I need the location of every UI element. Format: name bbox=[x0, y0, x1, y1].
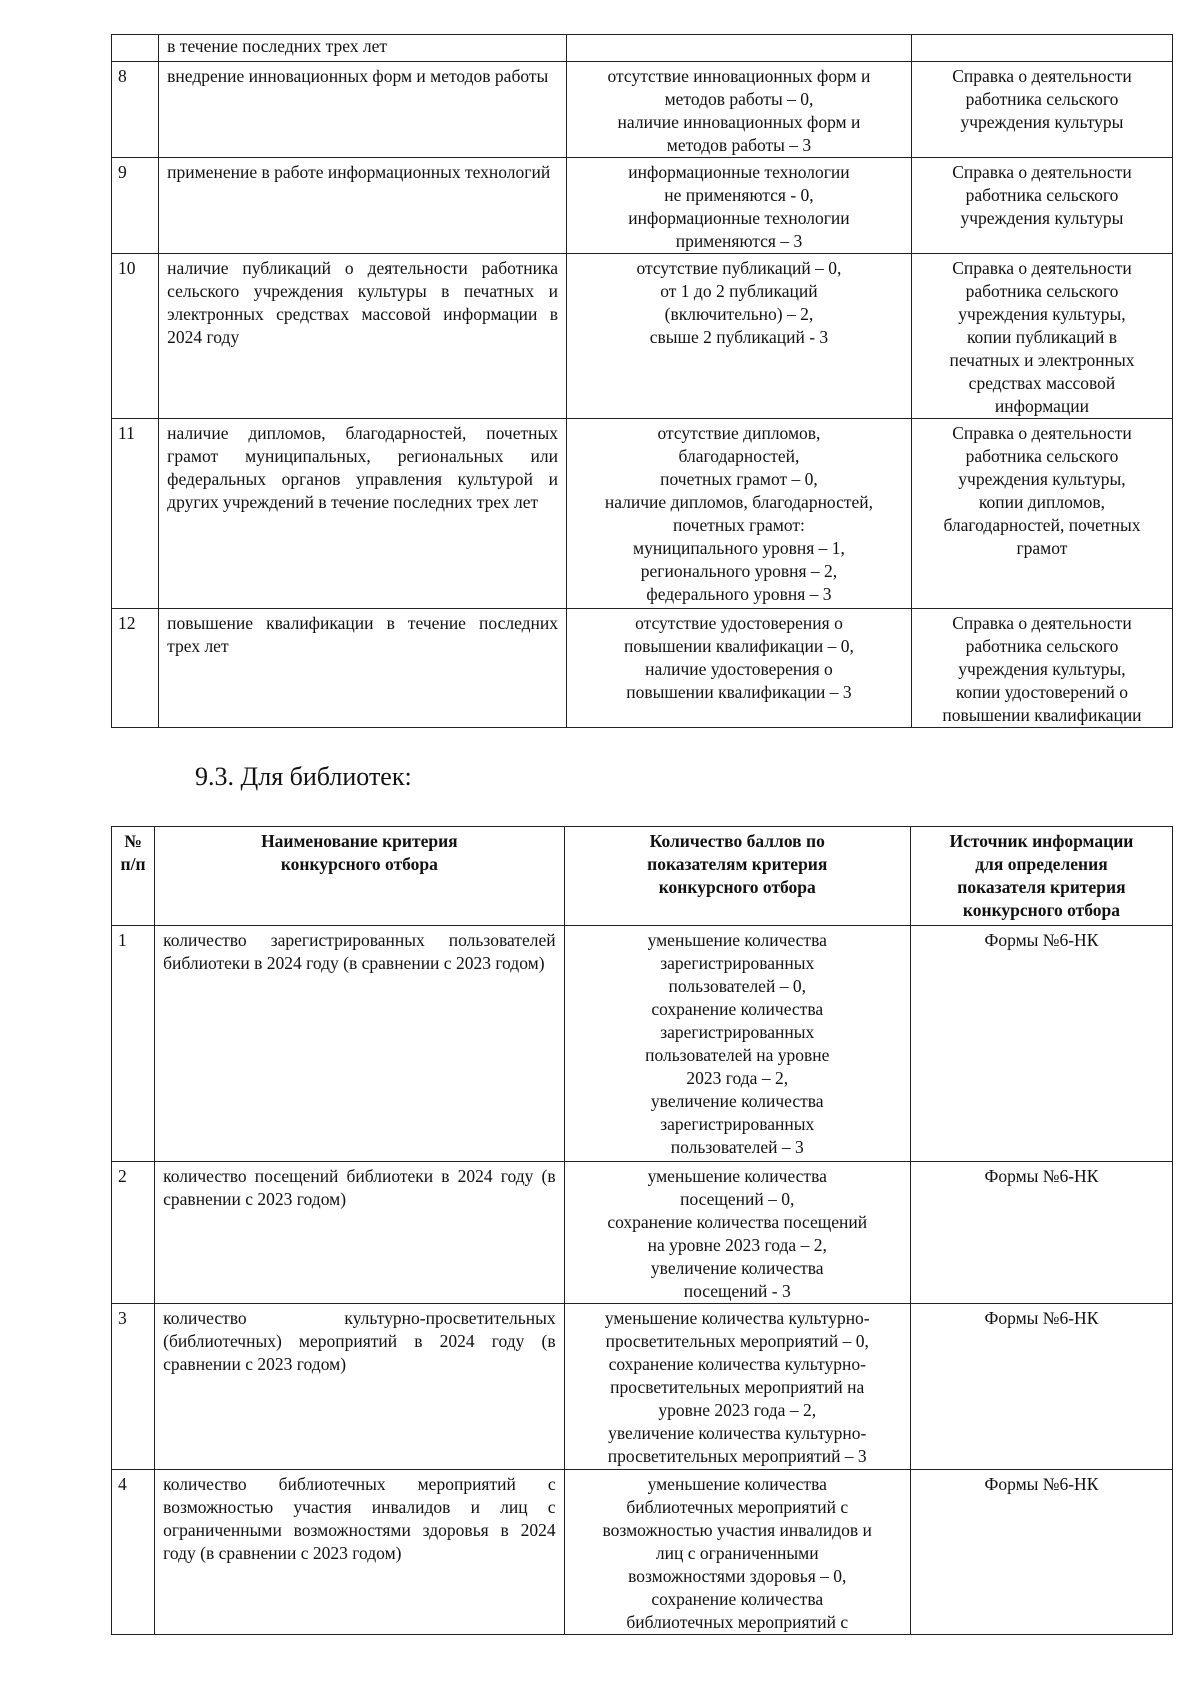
row-number bbox=[112, 35, 159, 62]
information-source: Справка о деятельности работника сельского учреждения культуры, копии дипломов, благодарностей, почетных грамот bbox=[911, 419, 1172, 609]
information-source: Справка о деятельности работника сельского учреждения культуры, копии удостоверений о повышении квалификации bbox=[911, 609, 1172, 728]
table-row bbox=[112, 35, 1173, 62]
information-source: Формы №6-НК bbox=[910, 926, 1172, 1162]
table-header-row bbox=[112, 827, 1173, 926]
table-row bbox=[112, 1470, 1173, 1635]
information-source: Справка о деятельности работника сельского учреждения культуры bbox=[911, 62, 1172, 158]
information-source bbox=[911, 35, 1172, 62]
criterion-name: внедрение инновационных форм и методов работы bbox=[159, 62, 567, 158]
row-number: 1 bbox=[112, 926, 155, 1162]
table-row bbox=[112, 62, 1173, 158]
criterion-name: наличие дипломов, благодарностей, почетных грамот муниципальных, региональных или федеральных органов управления культурой и других учреждений в течение последних трех лет bbox=[159, 419, 567, 609]
information-source: Справка о деятельности работника сельского учреждения культуры bbox=[911, 158, 1172, 254]
criterion-name: наличие публикаций о деятельности работника сельского учреждения культуры в печатных и электронных средствах массовой информации в 2024 году bbox=[159, 254, 567, 419]
criterion-name: количество посещений библиотеки в 2024 году (в сравнении с 2023 годом) bbox=[155, 1162, 564, 1304]
header-number: № п/п bbox=[112, 827, 155, 926]
information-source: Формы №6-НК bbox=[910, 1162, 1172, 1304]
criterion-name: применение в работе информационных технологий bbox=[159, 158, 567, 254]
header-criterion: Наименование критерия конкурсного отбора bbox=[155, 827, 564, 926]
row-number: 3 bbox=[112, 1304, 155, 1470]
points-description: уменьшение количества посещений – 0, сохранение количества посещений на уровне 2023 года – 2, увеличение количества посещений - 3 bbox=[564, 1162, 910, 1304]
points-description: отсутствие дипломов, благодарностей, почетных грамот – 0, наличие дипломов, благодарностей, почетных грамот: муниципального уровня – 1, регионального уровня – 2, федерального уровня – 3 bbox=[567, 419, 912, 609]
row-number: 12 bbox=[112, 609, 159, 728]
row-number: 8 bbox=[112, 62, 159, 158]
table-row bbox=[112, 609, 1173, 728]
points-description: уменьшение количества библиотечных мероприятий с возможностью участия инвалидов и лиц с ограниченными возможностями здоровья – 0, сохранение количества библиотечных мероприятий с bbox=[564, 1470, 910, 1635]
libraries-criteria-table bbox=[111, 826, 1173, 1635]
information-source: Справка о деятельности работника сельского учреждения культуры, копии публикаций в печатных и электронных средствах массовой информации bbox=[911, 254, 1172, 419]
table-row bbox=[112, 158, 1173, 254]
criterion-name: количество библиотечных мероприятий с возможностью участия инвалидов и лиц с ограниченными возможностями здоровья в 2024 году (в сравнении с 2023 годом) bbox=[155, 1470, 564, 1635]
information-source: Формы №6-НК bbox=[910, 1470, 1172, 1635]
table-row bbox=[112, 254, 1173, 419]
row-number: 2 bbox=[112, 1162, 155, 1304]
table-row bbox=[112, 1162, 1173, 1304]
criterion-name: количество зарегистрированных пользователей библиотеки в 2024 году (в сравнении с 2023 годом) bbox=[155, 926, 564, 1162]
row-number: 9 bbox=[112, 158, 159, 254]
criterion-name: количество культурно-просветительных (библиотечных) мероприятий в 2024 году (в сравнении с 2023 годом) bbox=[155, 1304, 564, 1470]
header-points: Количество баллов по показателям критерия конкурсного отбора bbox=[564, 827, 910, 926]
points-description: отсутствие инновационных форм и методов работы – 0, наличие инновационных форм и методов работы – 3 bbox=[567, 62, 912, 158]
row-number: 10 bbox=[112, 254, 159, 419]
points-description: отсутствие удостоверения о повышении квалификации – 0, наличие удостоверения о повышении квалификации – 3 bbox=[567, 609, 912, 728]
header-source: Источник информации для определения показателя критерия конкурсного отбора bbox=[910, 827, 1172, 926]
table-row bbox=[112, 926, 1173, 1162]
criterion-name: в течение последних трех лет bbox=[159, 35, 567, 62]
points-description: уменьшение количества зарегистрированных пользователей – 0, сохранение количества зарегистрированных пользователей на уровне 2023 года – 2, увеличение количества зарегистрированных пользователей – 3 bbox=[564, 926, 910, 1162]
row-number: 11 bbox=[112, 419, 159, 609]
information-source: Формы №6-НК bbox=[910, 1304, 1172, 1470]
points-description bbox=[567, 35, 912, 62]
table-row bbox=[112, 419, 1173, 609]
row-number: 4 bbox=[112, 1470, 155, 1635]
points-description: уменьшение количества культурно- просветительных мероприятий – 0, сохранение количества культурно- просветительных мероприятий на уровне 2023 года – 2, увеличение количества культурно- просветительных мероприятий – 3 bbox=[564, 1304, 910, 1470]
table-row bbox=[112, 1304, 1173, 1470]
criterion-name: повышение квалификации в течение последних трех лет bbox=[159, 609, 567, 728]
points-description: информационные технологии не применяются - 0, информационные технологии применяются – 3 bbox=[567, 158, 912, 254]
points-description: отсутствие публикаций – 0, от 1 до 2 публикаций (включительно) – 2, свыше 2 публикаций - 3 bbox=[567, 254, 912, 419]
criteria-table-continued bbox=[111, 34, 1173, 728]
section-heading: 9.3. Для библиотек: bbox=[195, 762, 412, 791]
